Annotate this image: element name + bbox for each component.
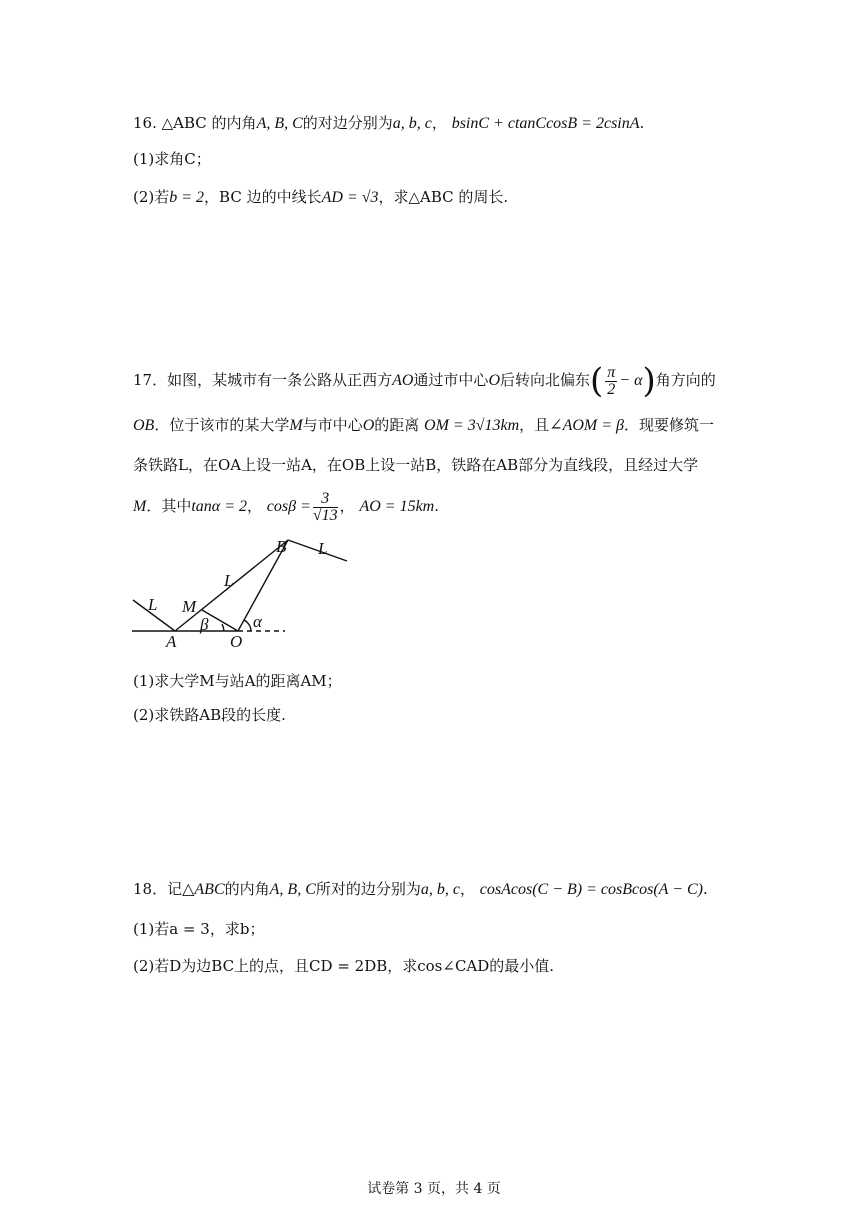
label-L-top: L [318,539,328,558]
q17-diagram [120,530,360,655]
label-O: O [230,632,243,651]
q16-part2: (2)若b = 2，BC 边的中线长AD = √3，求△ABC 的周长. [133,188,509,206]
q17-stem-line4: M．其中tanα = 2， cosβ = $\frac{3}{√13}$ ， AO = 15km. [133,489,440,524]
q17-stem-line3: 条铁路L，在OA上设一站A，在OB上设一站B，铁路在AB部分为直线段，且经过大学 [133,456,699,474]
q17-part1: (1)求大学M与站A的距离AM； [133,672,342,690]
q18-stem: 18．记△ABC的内角A, B, C所对的边分别为a, b, c， cosAcos(C − B) = cosBcos(A − C). [133,880,708,898]
q18-part1: (1)若a = 3，求b； [133,920,265,938]
label-M: M [182,597,197,616]
q18-part2: (2)若D为边BC上的点，且CD = 2DB，求cos∠CAD的最小值. [133,957,555,975]
q16-stem: 16. △ABC 的内角A, B, C的对边分别为a, b, c， bsinC + ctanCcosB = 2csinA. [133,114,645,132]
label-alpha: α [253,612,262,631]
alpha-arc [244,620,251,631]
label-L-left: L [148,595,158,614]
label-L-mid: L [224,571,234,590]
q16-part1: (1)求角C； [133,150,211,168]
cos-beta-fraction: $\frac{3}{√13}$ [312,489,338,524]
q17-part2: (2)求铁路AB段的长度. [133,706,286,724]
label-beta: β [200,615,209,634]
page-footer: 试卷第 3 页，共 4 页 [367,1181,501,1197]
q16-number: 16. [133,114,157,132]
q17-stem-line2: OB．位于该市的某大学M与市中心O的距离 OM = 3√13km，且∠AOM = β．现要修筑一 [133,416,715,434]
label-B: B [276,537,287,556]
pi-over-2-fraction: $\frac{\pi}{2}$ [607,363,616,398]
beta-arc [222,624,224,631]
label-A: A [166,632,177,651]
q17-stem-line1: 17．如图，某城市有一条公路从正西方AO通过市中心O后转向北偏东( $\frac{\pi}{2}$ − α)角方向的 [133,361,716,401]
